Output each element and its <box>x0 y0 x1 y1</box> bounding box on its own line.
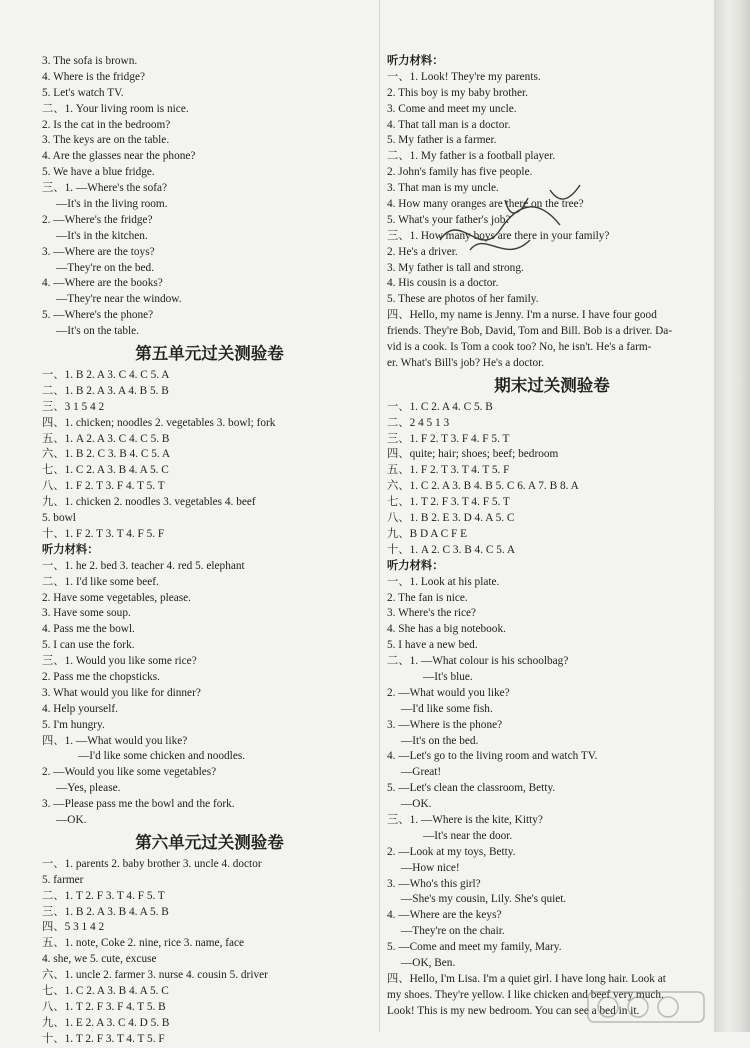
answer-line: 二、1. B 2. A 3. A 4. B 5. B <box>42 384 169 397</box>
answer-line: —She's my cousin, Lily. She's quiet. <box>401 893 567 906</box>
answer-line: 八、1. F 2. T 3. F 4. T 5. T <box>42 480 165 493</box>
answer-line: —I'd like some fish. <box>401 702 493 715</box>
answer-line: er. What's Bill's job? He's a doctor. <box>387 356 545 369</box>
answer-line: 一、1. Look at his plate. <box>387 575 500 588</box>
answer-line: 4. Pass me the bowl. <box>42 623 135 636</box>
answer-line: 3. The sofa is brown. <box>42 55 138 67</box>
answer-line: 5. I'm hungry. <box>42 718 105 731</box>
answer-line: 5. What's your father's job? <box>387 213 511 226</box>
listening-material-label: 听力材料： <box>387 55 444 67</box>
answer-line: 5. I can use the fork. <box>42 639 135 652</box>
answer-line: 3. The keys are on the table. <box>42 134 170 147</box>
answer-line: 4. How many oranges are there on the tree? <box>387 198 584 211</box>
answer-line: 5. —Let's clean the classroom, Betty. <box>387 782 556 795</box>
answer-line: 2. Have some vegetables, please. <box>42 591 191 604</box>
answer-line: 2. Is the cat in the bedroom? <box>42 118 171 131</box>
answer-line: 3. —Who's this girl? <box>387 877 481 890</box>
answer-line: vid is a cook. Is Tom a cook too? No, he isn't. He's a farm- <box>387 341 652 354</box>
answer-line: 四、5 3 1 4 2 <box>42 921 105 934</box>
answer-line: 2. —What would you like? <box>387 686 510 699</box>
answer-line: —OK. <box>56 813 87 826</box>
answer-line: 3. —Please pass me the bowl and the fork. <box>42 798 235 811</box>
answer-line: 4. That tall man is a doctor. <box>387 118 511 131</box>
answer-line: 七、1. C 2. A 3. B 4. A 5. C <box>42 464 169 477</box>
answer-line: —How nice! <box>401 861 460 874</box>
answer-line: 三、1. Would you like some rice? <box>42 655 197 668</box>
answer-line: 四、quite; hair; shoes; beef; bedroom <box>387 448 559 461</box>
answer-line: 5. My father is a farmer. <box>387 134 497 147</box>
answer-line: 2. Pass me the chopsticks. <box>42 670 160 683</box>
answer-line: 4. —Let's go to the living room and watch TV. <box>387 750 598 763</box>
answer-line: 一、1. C 2. A 4. C 5. B <box>387 400 493 413</box>
answer-line: 十、1. T 2. F 3. T 4. T 5. F <box>42 1032 165 1045</box>
answer-line: my shoes. They're yellow. I like chicken and beef very much. <box>387 988 664 1001</box>
answer-line: 3. What would you like for dinner? <box>42 686 201 699</box>
answer-line: —Yes, please. <box>56 782 121 795</box>
answer-line: —They're on the bed. <box>56 261 155 274</box>
answer-line: 2. —Where's the fridge? <box>42 213 153 226</box>
answer-line: 5. farmer <box>42 873 84 886</box>
listening-material-label: 听力材料： <box>387 559 444 572</box>
answer-line: 一、1. B 2. A 3. C 4. C 5. A <box>42 369 170 382</box>
section-heading: 期末过关测验卷 <box>494 375 610 395</box>
answer-line: 2. John's family has five people. <box>387 166 533 179</box>
answer-line: 四、1. —What would you like? <box>42 734 188 747</box>
answer-line: 3. —Where are the toys? <box>42 245 155 258</box>
answer-line: —OK. <box>401 798 432 811</box>
answer-line: 3. Where's the rice? <box>387 607 477 620</box>
answer-line: 2. He's a driver. <box>387 245 458 258</box>
answer-line: 5. These are photos of her family. <box>387 293 539 306</box>
answer-line: 九、1. chicken 2. noodles 3. vegetables 4. beef <box>42 496 256 509</box>
answer-line: 一、1. Look! They're my parents. <box>387 70 541 83</box>
answer-line: 4. she, we 5. cute, excuse <box>42 953 157 966</box>
answer-line: —It's on the table. <box>56 325 139 338</box>
answer-line: 三、1. How many boys are there in your family? <box>387 229 610 242</box>
answer-line: 二、1. —What colour is his schoolbag? <box>387 655 569 668</box>
answer-line: 3. Have some soup. <box>42 607 131 620</box>
answer-line: 3. Come and meet my uncle. <box>387 102 517 115</box>
answer-line: —It's blue. <box>423 670 473 683</box>
answer-line: 5. bowl <box>42 512 76 525</box>
answer-line: Look! This is my new bedroom. You can see a bed in it. <box>387 1004 640 1017</box>
answer-line: 四、Hello, my name is Jenny. I'm a nurse. I have four good <box>387 309 657 322</box>
answer-line: 九、B D A C F E <box>387 527 468 540</box>
answer-line: 六、1. uncle 2. farmer 3. nurse 4. cousin 5. driver <box>42 969 268 982</box>
answer-line: —Great! <box>401 766 442 779</box>
answer-line: 三、3 1 5 4 2 <box>42 400 105 413</box>
answer-line: 二、1. Your living room is nice. <box>42 102 189 115</box>
answer-line: 十、1. A 2. C 3. B 4. C 5. A <box>387 543 516 556</box>
answer-line: 八、1. B 2. E 3. D 4. A 5. C <box>387 512 515 525</box>
answer-line: 七、1. T 2. F 3. T 4. F 5. T <box>387 496 510 509</box>
answer-line: 2. —Would you like some vegetables? <box>42 766 217 779</box>
answer-line: 5. —Come and meet my family, Mary. <box>387 941 562 954</box>
answer-line: 5. —Where's the phone? <box>42 309 154 322</box>
answer-line: —They're near the window. <box>56 293 182 306</box>
section-heading: 第五单元过关测验卷 <box>135 344 284 364</box>
answer-line: 三、1. F 2. T 3. F 4. F 5. T <box>387 432 510 445</box>
answer-line: 3. That man is my uncle. <box>387 182 499 195</box>
answer-line: 5. Let's watch TV. <box>42 86 124 99</box>
answer-line: 2. —Look at my toys, Betty. <box>387 845 516 858</box>
answer-line: 4. His cousin is a doctor. <box>387 277 499 290</box>
answer-line: —It's in the living room. <box>56 198 168 211</box>
answer-line: 5. We have a blue fridge. <box>42 166 155 179</box>
answer-line: 4. Where is the fridge? <box>42 70 145 83</box>
answer-line: 三、1. —Where is the kite, Kitty? <box>387 813 543 826</box>
watermark-logo <box>586 988 706 1026</box>
answer-line: 七、1. C 2. A 3. B 4. A 5. C <box>42 984 169 997</box>
answer-line: 4. Help yourself. <box>42 702 118 715</box>
answer-line: 2. The fan is nice. <box>387 591 468 604</box>
page-binding-edge <box>714 0 750 1032</box>
answer-line: 十、1. F 2. T 3. T 4. F 5. F <box>42 527 165 540</box>
answer-line: 六、1. B 2. C 3. B 4. C 5. A <box>42 448 171 461</box>
answer-line: 四、1. chicken; noodles 2. vegetables 3. bowl; fork <box>42 416 276 429</box>
left-answer-column <box>42 54 377 1048</box>
answer-line: —I'd like some chicken and noodles. <box>78 750 246 763</box>
answer-line: 一、1. parents 2. baby brother 3. uncle 4. doctor <box>42 857 262 870</box>
answer-line: 3. —Where is the phone? <box>387 718 503 731</box>
answer-line: 五、1. A 2. A 3. C 4. C 5. B <box>42 432 170 445</box>
answer-line: 4. Are the glasses near the phone? <box>42 150 196 163</box>
answer-line: 三、1. —Where's the sofa? <box>42 182 168 195</box>
section-heading: 第六单元过关测验卷 <box>135 832 284 852</box>
answer-line: —OK, Ben. <box>401 956 456 969</box>
answer-line: —It's in the kitchen. <box>56 229 148 242</box>
answer-line: 二、1. T 2. F 3. T 4. F 5. T <box>42 889 165 902</box>
handwritten-scribble <box>410 170 610 280</box>
answer-line: 2. This boy is my baby brother. <box>387 86 528 99</box>
column-divider <box>379 0 380 1032</box>
answer-line: —It's near the door. <box>423 829 513 842</box>
answer-line: 八、1. T 2. F 3. F 4. T 5. B <box>42 1000 166 1013</box>
answer-line: 九、1. E 2. A 3. C 4. D 5. B <box>42 1016 170 1029</box>
listening-material-label: 听力材料： <box>42 543 99 556</box>
answer-line: 二、1. My father is a football player. <box>387 150 556 163</box>
answer-line: 五、1. note, Coke 2. nine, rice 3. name, face <box>42 937 245 950</box>
answer-line: 六、1. C 2. A 3. B 4. B 5. C 6. A 7. B 8. A <box>387 480 579 493</box>
answer-line: —They're on the chair. <box>401 925 505 938</box>
answer-line: 四、Hello, I'm Lisa. I'm a quiet girl. I have long hair. Look at <box>387 972 666 985</box>
answer-line: friends. They're Bob, David, Tom and Bill. Bob is a driver. Da- <box>387 325 673 338</box>
answer-line: 4. She has a big notebook. <box>387 623 506 636</box>
answer-line: 3. My father is tall and strong. <box>387 261 524 274</box>
answer-line: 4. —Where are the keys? <box>387 909 502 922</box>
answer-line: 一、1. he 2. bed 3. teacher 4. red 5. elephant <box>42 559 245 572</box>
answer-line: 二、1. I'd like some beef. <box>42 575 159 588</box>
answer-line: —It's on the bed. <box>401 734 479 747</box>
answer-line: 5. I have a new bed. <box>387 639 478 652</box>
answer-line: 五、1. F 2. T 3. T 4. T 5. F <box>387 464 510 477</box>
answer-line: 二、2 4 5 1 3 <box>387 416 450 429</box>
answer-line: 4. —Where are the books? <box>42 277 163 290</box>
answer-line: 三、1. B 2. A 3. B 4. A 5. B <box>42 905 169 918</box>
